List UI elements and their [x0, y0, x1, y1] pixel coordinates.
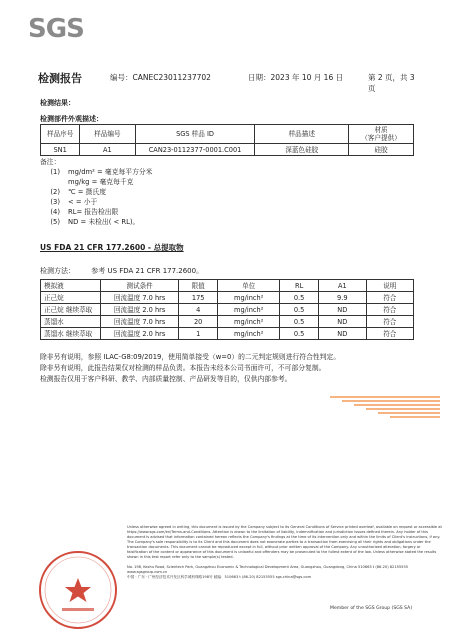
table-cell: 正己烷 继续萃取: [41, 304, 101, 316]
table-row: [41, 292, 414, 304]
report-title: 检测报告: [38, 72, 82, 85]
table-cell: 符合: [366, 316, 413, 328]
col-sample-seq: 样品序号: [41, 125, 80, 144]
col-sgs-id: SGS 样品 ID: [135, 125, 255, 144]
table-row: [41, 304, 414, 316]
table-cell: SN1: [41, 144, 80, 156]
note-item: (5) ND = 未检出( < RL)。: [50, 218, 140, 226]
table-cell: 符合: [366, 304, 413, 316]
table-cell: 20: [179, 316, 218, 328]
table-cell: mg/inch²: [218, 316, 280, 328]
method-text: 参考 US FDA 21 CFR 177.2600。: [91, 267, 204, 275]
table-cell: 符合: [366, 292, 413, 304]
col-limit: 限值: [179, 280, 218, 292]
col-unit: 单位: [218, 280, 280, 292]
table-cell: 9.9: [318, 292, 366, 304]
table-cell: mg/inch²: [218, 292, 280, 304]
table-cell: 0.5: [280, 292, 319, 304]
col-simulant: 模拟液: [41, 280, 101, 292]
note-item: (2) ℃ = 摄氏度: [50, 188, 107, 196]
table-row: [41, 328, 414, 340]
notes-label: 备注：: [40, 158, 61, 166]
note-item: (1) mg/dm² = 毫克每平方分米: [50, 168, 153, 176]
col-condition: 测试条件: [100, 280, 178, 292]
note-item: mg/kg = 毫克每千克: [68, 178, 134, 186]
note-item: (4) RL= 报告检出限: [50, 208, 119, 216]
footer-disclaimer: Unless otherwise agreed in writing, this document is issued by the Company subject to its General Conditions of Service printed overleaf, available on request or accessible at https://www.sgs.com/en/Terms-and-Conditions. Attention is drawn to the limitation of liability, indemnification and jurisdiction issues defined therein. Any holder of this document is advised that information contained hereon reflects the Company's findings at the time of its intervention only and within the limits of Client's instructions, if any. The Company's sole responsibility is to its Client and this document does not exonerate parties to a transaction from exercising all their rights and obligations under the transaction documents. This document cannot be reproduced except in full, without prior written approval of the Company. Any unauthorized alteration, forgery or falsification of the content or appearance of this document is unlawful and offenders may be prosecuted to the fullest extent of the law. Unless otherwise stated the results shown in this test report refer only to the sample(s) tested.: [127, 525, 442, 559]
table-cell: CAN23-0112377-0001.C001: [135, 144, 255, 156]
table-cell: 回流温度 2.0 hrs: [100, 304, 178, 316]
col-conclusion: 说明: [366, 280, 413, 292]
results-heading: 检测结果：: [40, 99, 75, 107]
table-cell: ND: [318, 328, 366, 340]
table-cell: mg/inch²: [218, 328, 280, 340]
table-cell: 4: [179, 304, 218, 316]
footer-address: [127, 565, 442, 580]
fda-results-table: [40, 279, 414, 340]
col-rl: RL: [280, 280, 319, 292]
table-cell: 深蓝色硅胶: [255, 144, 349, 156]
decorative-stripes: [300, 391, 440, 421]
report-number: 编号：CANEC23011237702: [110, 73, 211, 82]
table-cell: 1: [179, 328, 218, 340]
table-cell: 符合: [366, 328, 413, 340]
page-info: 第 2 页，共 3 页: [368, 73, 415, 93]
table-cell: 回流温度 7.0 hrs: [100, 316, 178, 328]
table-row: [41, 316, 414, 328]
table-cell: 0.5: [280, 328, 319, 340]
table-cell: A1: [80, 144, 135, 156]
fda-table-header: [41, 280, 414, 292]
notes-block: [40, 157, 152, 227]
table-cell: ND: [318, 316, 366, 328]
table-cell: 0.5: [280, 304, 319, 316]
address-en: No. 198, Kezhu Road, Scientech Park, Guangzhou Economic & Technological Development Area, Guangzhou, Guangdong, China 510663 t (86-20) 82155555 www.sgsgroup.com.cn: [127, 565, 409, 574]
remark-line: 除非另有说明，参照 ILAC-G8:09/2019，使用简单接受（w=0）的二元判定规则进行符合性判定。: [40, 353, 341, 361]
sample-table-header: [41, 125, 414, 144]
member-text: Member of the SGS Group (SGS SA): [330, 606, 413, 611]
test-method: [40, 266, 203, 276]
company-seal-icon: [36, 548, 120, 632]
remark-line: 除非另有说明，此报告结果仅对检测的样品负责。本报告未经本公司书面许可，不可部分复制。: [40, 364, 326, 372]
parts-heading: 检测部件外观描述：: [40, 115, 103, 123]
sample-table: [40, 124, 414, 156]
fda-section-title: US FDA 21 CFR 177.2600 - 总提取物: [40, 243, 184, 252]
table-row: [41, 144, 414, 156]
table-cell: 回流温度 2.0 hrs: [100, 328, 178, 340]
table-cell: 蒸馏水: [41, 316, 101, 328]
table-cell: mg/inch²: [218, 304, 280, 316]
report-date: 日期：2023 年 10 月 16 日: [248, 73, 344, 82]
table-cell: 正己烷: [41, 292, 101, 304]
table-cell: 蒸馏水 继续萃取: [41, 328, 101, 340]
col-a1: A1: [318, 280, 366, 292]
address-cn: 中国 · 广东 · 广州经济技术开发区科学城科珠路198号 邮编：510663 t (86-20) 82155555 sgs.china@sgs.com: [127, 575, 312, 579]
col-sample-desc: 样品描述: [255, 125, 349, 144]
table-cell: 0.5: [280, 316, 319, 328]
table-cell: ND: [318, 304, 366, 316]
table-cell: 硅胶: [349, 144, 414, 156]
table-cell: 175: [179, 292, 218, 304]
method-label: 检测方法：: [40, 267, 75, 275]
col-sample-no: 样品编号: [80, 125, 135, 144]
table-cell: 回流温度 7.0 hrs: [100, 292, 178, 304]
note-item: (3) < = 小于: [50, 198, 98, 206]
remarks-block: [40, 352, 420, 385]
col-material: 材质 （客户提供）: [349, 125, 414, 144]
remark-line: 检测报告仅用于客户科研、教学、内部质量控制、产品研发等目的，仅供内部参考。: [40, 375, 292, 383]
sgs-logo: SGS: [28, 14, 84, 44]
